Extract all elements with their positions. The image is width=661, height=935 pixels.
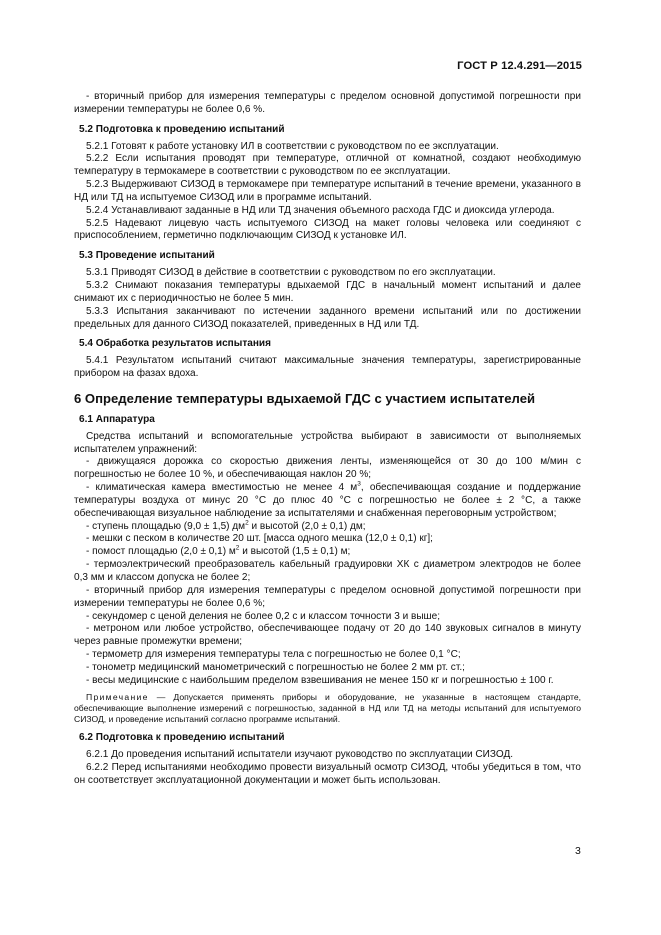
- document-code-header: ГОСТ Р 12.4.291—2015: [457, 60, 582, 72]
- chapter-heading-6: 6 Определение температуры вдыхаемой ГДС с участием испытателей: [74, 390, 536, 406]
- list-item: - тонометр медицинский манометрический с погрешностью не более 2 мм рт. ст.;: [86, 661, 465, 673]
- list-item: - термоэлектрический преобразователь кабельный градуировки ХК с диаметром электродов не более 0,3 мм и классом допуска не более 2;: [74, 559, 581, 583]
- paragraph-5-3-1: 5.3.1 Приводят СИЗОД в действие в соответствии с руководством по его эксплуатации.: [86, 267, 496, 279]
- note-label: Примечание: [86, 691, 149, 702]
- section-heading-6-2: 6.2 Подготовка к проведению испытаний: [79, 732, 285, 744]
- paragraph: - вторичный прибор для измерения температуры с пределом основной допустимой погрешности при измерении температуры не более 0,6 %.: [74, 91, 581, 115]
- list-item: - движущаяся дорожка со скоростью движения ленты, изменяющейся от 30 до 100 м/мин с погрешностью не более 10 %, и обеспечивающая наклон 20 %;: [74, 456, 581, 481]
- list-item: - мешки с песком в количестве 20 шт. [масса одного мешка (12,0 ± 0,1) кг];: [86, 533, 433, 545]
- list-item: [74, 546, 581, 559]
- list-item: [74, 482, 581, 521]
- paragraph-5-2-3: 5.2.3 Выдерживают СИЗОД в термокамере при температуре испытаний в течение времени, указанного в НД или ТД на испытуемое СИЗОД или в программе испытаний.: [74, 179, 581, 203]
- list-item-text: - ступень площадью (9,0 ± 1,5) дм: [86, 520, 246, 532]
- section-heading-5-4: 5.4 Обработка результатов испытания: [79, 338, 271, 350]
- section-heading-5-3: 5.3 Проведение испытаний: [79, 250, 215, 262]
- paragraph-5-3-3: 5.3.3 Испытания заканчивают по истечении заданного времени испытаний или по достижении предельных для данного СИЗОД показателей, приведенных в НД или ТД.: [74, 305, 581, 330]
- page-number: 3: [575, 845, 581, 857]
- list-item: - метроном или любое устройство, обеспечивающее подачу от 20 до 140 звуковых сигналов в минуту через равные промежутки времени;: [74, 623, 581, 648]
- note: [74, 692, 581, 726]
- paragraph-6-2-2: 6.2.2 Перед испытаниями необходимо провести визуальный осмотр СИЗОД, чтобы убедиться в том, что он соответствует эксплуатационной документации и может быть использован.: [74, 761, 581, 786]
- superscript: 2: [245, 519, 249, 527]
- paragraph-5-2-4: 5.2.4 Устанавливают заданные в НД или ТД значения объемного расхода ГДС и диоксида углерода.: [86, 204, 555, 216]
- section-heading-5-2: 5.2 Подготовка к проведению испытаний: [79, 123, 285, 135]
- paragraph-6-2-1: 6.2.1 До проведения испытаний испытатели изучают руководство по эксплуатации СИЗОД.: [86, 749, 514, 761]
- list-item: - вторичный прибор для измерения температуры с пределом основной допустимой погрешности при измерении температуры не более 0,6 %;: [74, 584, 581, 609]
- paragraph-5-2-2: 5.2.2 Если испытания проводят при температуре, отличной от комнатной, создают необходимую температуру в термокамере в соответствии с руководством по ее эксплуатации.: [74, 153, 581, 178]
- paragraph-6-1-intro: Средства испытаний и вспомогательные устройства выбирают в зависимости от выполняемых испытателем упражнений:: [74, 430, 581, 455]
- superscript: 2: [235, 544, 240, 552]
- document-body: [74, 91, 581, 788]
- paragraph-5-3-2: 5.3.2 Снимают показания температуры вдыхаемой ГДС в начальный момент испытаний и далее снимают их с периодичностью не более 5 мин.: [74, 279, 581, 304]
- list-item-text: и высотой (1,5 ± 0,1) м;: [239, 546, 351, 558]
- list-item: - секундомер с ценой деления не более 0,2 с и классом точности 3 и выше;: [86, 610, 440, 622]
- paragraph-5-2-5: 5.2.5 Надевают лицевую часть испытуемого СИЗОД на макет головы человека или соединяют с приспособлением, герметично подключающим СИЗОД к установке ИЛ.: [74, 217, 581, 242]
- note-text: — Допускается применять приборы и оборудование, не указанные в настоящем стандарте, обеспечивающие выполнение измерений с погрешностью, заданной в НД или ТД на методы испытаний для испытуемого СИЗОД, и проведение испытаний согласно программе испытаний.: [74, 691, 581, 724]
- section-heading-6-1: 6.1 Аппаратура: [79, 413, 155, 425]
- list-item-text: - помост площадью (2,0 ± 0,1) м: [86, 546, 236, 558]
- paragraph-5-2-1: 5.2.1 Готовят к работе установку ИЛ в соответствии с руководством по ее эксплуатации.: [86, 140, 499, 152]
- paragraph-5-4-1: 5.4.1 Результатом испытаний считают максимальные значения температуры, зарегистрированные прибором на фазах вдоха.: [74, 355, 581, 380]
- superscript: 3: [357, 480, 361, 488]
- list-item-text: - климатическая камера вместимостью не менее 4 м: [86, 482, 358, 494]
- list-item: [74, 521, 581, 534]
- list-item-text: , обеспечивающая создание и поддержание температуры воздуха от минус 20 °С до плюс 40 °С с погрешностью не более ± 2 °С, а также обеспечивающая визуальное наблюдение за испытателями и снабженная переговорным устройством;: [74, 482, 581, 519]
- list-item: - весы медицинские с наибольшим пределом взвешивания не менее 150 кг и погрешностью ± 100 г.: [86, 674, 554, 686]
- list-item-text: и высотой (2,0 ± 0,1) дм;: [248, 520, 366, 532]
- list-item: - термометр для измерения температуры тела с погрешностью не более 0,1 °С;: [86, 649, 461, 661]
